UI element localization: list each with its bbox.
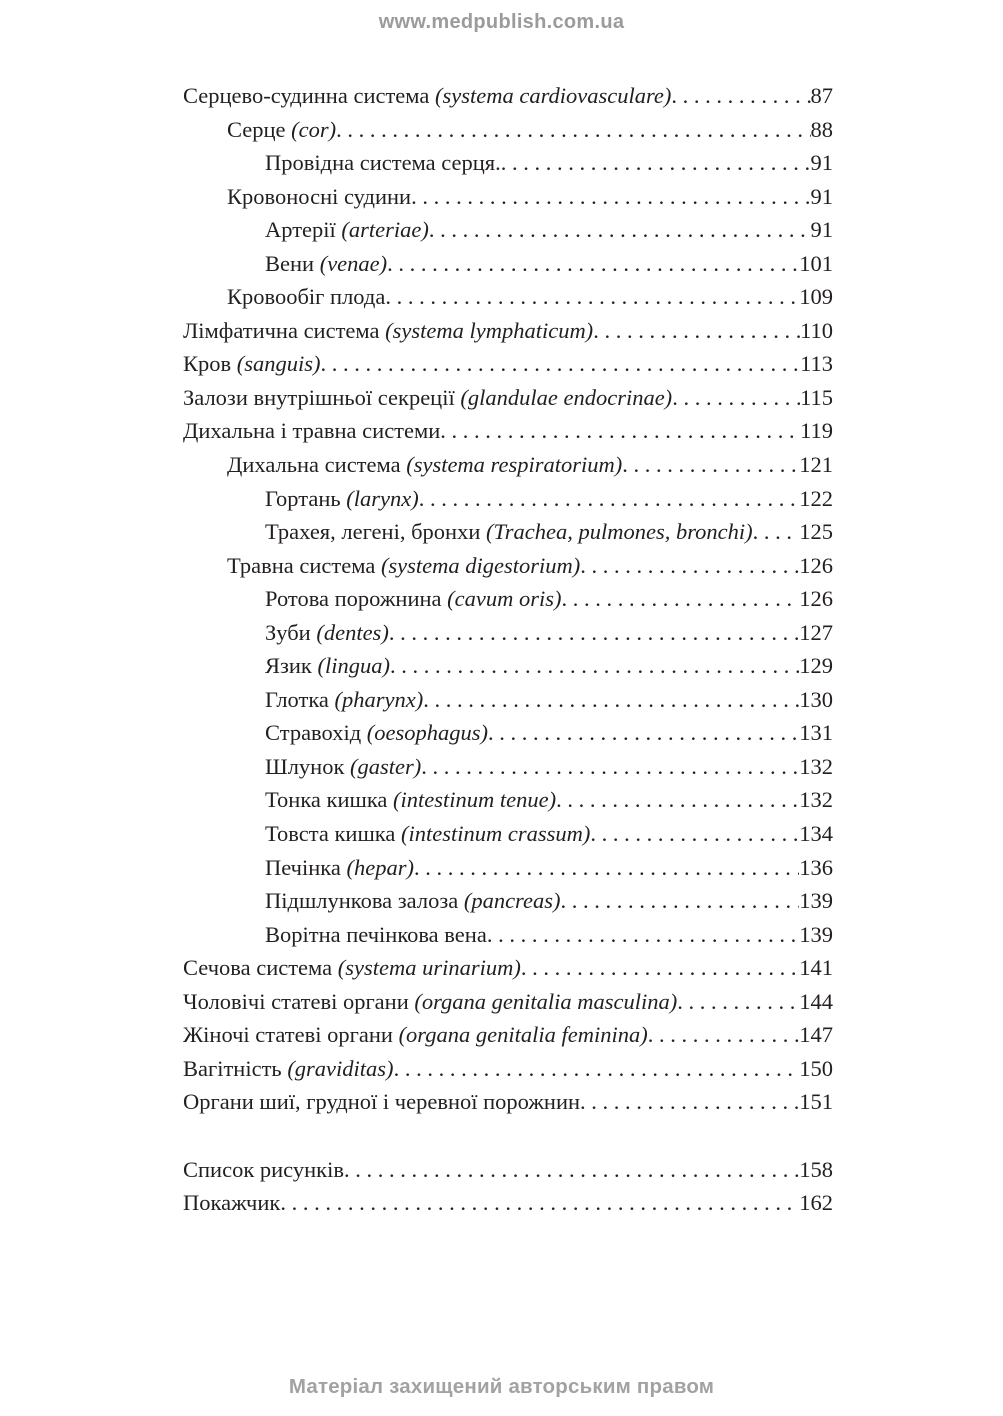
toc-entry-label: [227, 117, 336, 143]
toc-entry-latin: (hepar): [346, 854, 414, 880]
toc-entry: [183, 486, 833, 520]
toc-entry-title: Язик: [265, 653, 312, 679]
toc-entry: [183, 418, 833, 452]
dot-leader: [440, 418, 800, 444]
toc-entry-title: Травна система: [227, 552, 376, 578]
toc-entry-latin: (oesophagus): [366, 720, 489, 746]
toc-entry-latin: (cor): [291, 116, 337, 142]
dot-leader: [672, 385, 800, 411]
toc-entry-page: 91: [810, 150, 833, 176]
toc-entry-page: 151: [799, 1089, 833, 1115]
dot-leader: [429, 217, 811, 243]
toc-entry-title: Список рисунків: [183, 1156, 344, 1182]
toc-entry-latin: (dentes): [316, 619, 389, 645]
toc-entry-label: [227, 284, 385, 310]
toc-entry: [183, 821, 833, 855]
toc-entry-page: 125: [799, 519, 833, 545]
toc-entry-title: Артерії: [265, 217, 336, 243]
toc-entry-label: [265, 251, 387, 277]
dot-leader: [411, 184, 810, 210]
toc-entry-title: Кров: [183, 351, 232, 377]
toc-entry-label: [183, 385, 672, 411]
toc-entry-label: [265, 486, 419, 512]
dot-leader: [385, 284, 799, 310]
dot-leader: [562, 586, 800, 612]
toc-entry: [183, 117, 833, 151]
dot-leader: [590, 821, 799, 847]
toc-entry: [183, 251, 833, 285]
toc-entry: [183, 1190, 833, 1224]
toc-entry-title: Лімфатична система: [183, 317, 380, 343]
toc-entry-title: Шлунок: [265, 753, 345, 779]
toc-entry-page: 91: [810, 183, 833, 209]
toc-entry-page: 109: [799, 284, 833, 310]
toc-entry-latin: (arteriae): [341, 217, 429, 243]
toc-entry: [183, 217, 833, 251]
toc-entry-label: [183, 1056, 394, 1082]
toc-entry-latin: (sanguis): [236, 351, 321, 377]
toc-entry-label: [227, 184, 411, 210]
dot-leader: [336, 117, 810, 143]
toc-entry-page: 134: [799, 821, 833, 847]
toc-entry-label: [183, 1190, 280, 1216]
toc-entry-latin: (intestinum tenue): [393, 787, 557, 813]
toc-entry-label: [183, 955, 521, 981]
toc-entry-latin: (organa genitalia feminina): [398, 1022, 648, 1048]
toc-entry-page: 126: [799, 552, 833, 578]
toc-entry-page: 147: [799, 1022, 833, 1048]
toc-entry: [183, 519, 833, 553]
toc-entry-label: [265, 922, 487, 948]
dot-leader: [580, 553, 799, 579]
toc-entry-page: 126: [799, 586, 833, 612]
toc-entry-title: Вени: [265, 250, 315, 276]
toc-entry: [183, 687, 833, 721]
toc-entry-label: [227, 452, 622, 478]
dot-leader: [419, 486, 800, 512]
dot-leader: [753, 519, 800, 545]
toc-entry-title: Підшлункова залоза: [265, 888, 459, 914]
dot-leader: [488, 720, 799, 746]
toc-entry-page: 129: [799, 653, 833, 679]
toc-entry-label: [265, 217, 429, 243]
toc-entry: [183, 184, 833, 218]
toc-entry-label: [265, 821, 590, 847]
toc-entry-page: 113: [800, 351, 833, 377]
toc-entry: [183, 1157, 833, 1191]
dot-leader: [387, 251, 799, 277]
site-url-header: www.medpublish.com.ua: [378, 11, 625, 33]
toc-entry: [183, 452, 833, 486]
toc-entry-page: 162: [799, 1190, 833, 1216]
toc-entry-title: Стравохід: [265, 720, 362, 746]
toc-entry-title: Серцево-судинна система: [183, 83, 430, 108]
dot-leader: [321, 351, 801, 377]
toc-entry-title: Кровоносні судини: [227, 183, 412, 209]
table-of-contents: [183, 83, 833, 1224]
toc-entry-label: [265, 519, 753, 545]
toc-entry-label: [265, 754, 421, 780]
dot-leader: [593, 318, 800, 344]
toc-entry-label: [183, 1022, 648, 1048]
toc-entry-page: 139: [799, 921, 833, 947]
toc-entry: [183, 620, 833, 654]
toc-entry-label: [183, 318, 593, 344]
toc-entry-page: 130: [799, 686, 833, 712]
toc-entry-page: 144: [799, 988, 833, 1014]
toc-entry-latin: (Trachea, pulmones, bronchi): [485, 519, 753, 545]
toc-entry-title: Зуби: [265, 619, 311, 645]
dot-leader: [390, 653, 799, 679]
toc-entry-title: Жіночі статеві органи: [183, 1022, 393, 1048]
toc-entry-title: Органи шиї, грудної і черевної порожнин: [183, 1089, 581, 1115]
toc-entry-label: [183, 1157, 344, 1183]
toc-entry-label: [265, 150, 501, 176]
toc-entry-label: [265, 620, 389, 646]
dot-leader: [560, 888, 799, 914]
toc-entry-page: 119: [800, 418, 833, 444]
dot-leader: [421, 754, 799, 780]
toc-entry-page: 101: [799, 250, 833, 276]
toc-entry-title: Дихальна і травна системи: [183, 418, 441, 444]
toc-entry-latin: (lingua): [317, 653, 390, 679]
toc-entry: [183, 318, 833, 352]
dot-leader: [671, 83, 810, 109]
toc-entry-title: Ворітна печінкова вена: [265, 921, 487, 947]
toc-entry-title: Кровообіг плода: [227, 284, 386, 310]
toc-entry: [183, 787, 833, 821]
toc-entry-page: 121: [799, 452, 833, 478]
toc-entry-label: [265, 720, 488, 746]
toc-entry-latin: (venae): [319, 250, 388, 276]
toc-entry-latin: (gaster): [350, 753, 422, 779]
toc-entry-page: 91: [810, 217, 833, 243]
toc-entry-page: 131: [799, 720, 833, 746]
toc-entry-latin: (organa genitalia masculina): [414, 988, 678, 1014]
toc-entry-page: 150: [799, 1055, 833, 1081]
toc-entry-title: Провідна система серця.: [265, 150, 501, 176]
toc-entry-page: 127: [799, 619, 833, 645]
toc-entry-page: 141: [799, 955, 833, 981]
toc-entry-title: Трахея, легені, бронхи: [265, 519, 481, 545]
toc-entry-label: [265, 787, 556, 813]
dot-leader: [487, 922, 799, 948]
toc-entry: [183, 150, 833, 184]
toc-entry-title: Глотка: [265, 686, 329, 712]
toc-entry-latin: (pharynx): [334, 686, 424, 712]
toc-entry: [183, 351, 833, 385]
toc-entry-label: [265, 687, 423, 713]
toc-entry-label: [265, 586, 562, 612]
toc-entry-latin: (graviditas): [287, 1055, 394, 1081]
toc-entry-latin: (systema lymphaticum): [385, 317, 594, 343]
toc-entry-title: Товста кишка: [265, 821, 396, 847]
dot-leader: [501, 150, 811, 176]
toc-entry-label: [183, 351, 321, 377]
dot-leader: [389, 620, 799, 646]
toc-entry-page: 132: [799, 753, 833, 779]
toc-entry: [183, 284, 833, 318]
toc-entry: [183, 83, 833, 117]
toc-entry: [183, 586, 833, 620]
toc-entry: [183, 754, 833, 788]
toc-entry-label: [265, 653, 390, 679]
toc-entry-title: Серце: [227, 116, 286, 142]
toc-entry-latin: (glandulae endocrinae): [460, 384, 673, 410]
toc-entry-title: Сечова система: [183, 955, 333, 981]
dot-leader: [648, 1022, 800, 1048]
dot-leader: [344, 1157, 799, 1183]
dot-leader: [580, 1089, 799, 1115]
dot-leader: [414, 855, 799, 881]
toc-entry-page: 158: [799, 1156, 833, 1182]
toc-entry-title: Гортань: [265, 485, 341, 511]
toc-entry-page: 122: [799, 485, 833, 511]
dot-leader: [280, 1190, 799, 1216]
toc-entry-title: Ротова порожнина: [265, 586, 442, 612]
toc-entry-title: Печінка: [265, 854, 341, 880]
toc-entry-latin: (systema cardiovasculare): [435, 83, 672, 108]
toc-entry-latin: (systema digestorium): [380, 552, 581, 578]
toc-entry-page: 87: [810, 83, 833, 108]
toc-entry-label: [183, 989, 677, 1015]
toc-entry-title: Залози внутрішньої секреції: [183, 384, 455, 410]
toc-entry-latin: (larynx): [346, 485, 419, 511]
toc-entry: [183, 385, 833, 419]
toc-entry-page: 139: [799, 888, 833, 914]
toc-entry-label: [183, 1089, 580, 1115]
toc-entry: [183, 1056, 833, 1090]
dot-leader: [677, 989, 799, 1015]
toc-entry-latin: (systema respiratorium): [406, 452, 623, 478]
dot-leader: [622, 452, 799, 478]
toc-entry-page: 132: [799, 787, 833, 813]
toc-entry-latin: (pancreas): [463, 888, 561, 914]
toc-entry-title: Чоловічі статеві органи: [183, 988, 409, 1014]
toc-entry: [183, 1089, 833, 1123]
toc-entry-title: Дихальна система: [227, 452, 401, 478]
toc-entry-label: [183, 83, 671, 109]
toc-entry: [183, 720, 833, 754]
toc-entry-page: 136: [799, 854, 833, 880]
toc-entry-label: [265, 855, 414, 881]
toc-entry-label: [227, 553, 580, 579]
toc-entry: [183, 1022, 833, 1056]
toc-entry: [183, 888, 833, 922]
dot-leader: [556, 787, 799, 813]
toc-entry-label: [265, 888, 560, 914]
toc-entry-latin: (cavum oris): [447, 586, 562, 612]
toc-entry-page: 110: [800, 317, 833, 343]
toc-entry-latin: (intestinum crassum): [401, 821, 591, 847]
toc-entry: [183, 955, 833, 989]
copyright-notice: Матеріал захищений авторським правом: [288, 1375, 715, 1398]
toc-entry: [183, 553, 833, 587]
dot-leader: [394, 1056, 800, 1082]
toc-entry-page: 88: [810, 116, 833, 142]
toc-entry-title: Вагітність: [183, 1055, 282, 1081]
toc-entry-title: Тонка кишка: [265, 787, 388, 813]
toc-entry: [183, 989, 833, 1023]
toc-entry: [183, 653, 833, 687]
dot-leader: [521, 955, 799, 981]
toc-entry: [183, 855, 833, 889]
toc-entry-page: 115: [800, 384, 833, 410]
toc-entry: [183, 922, 833, 956]
toc-entry-label: [183, 418, 440, 444]
toc-entry-title: Покажчик: [183, 1190, 281, 1216]
toc-entry-latin: (systema urinarium): [337, 955, 521, 981]
dot-leader: [423, 687, 799, 713]
